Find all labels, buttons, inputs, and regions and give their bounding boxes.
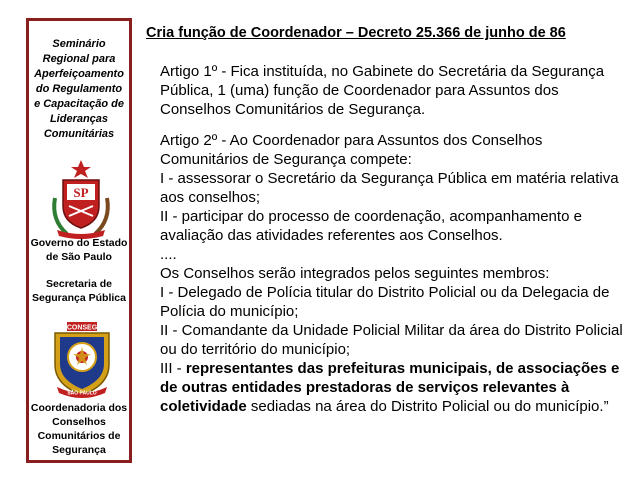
conseg-emblem-icon [49, 321, 115, 399]
coordination-line: Conselhos [52, 416, 106, 428]
decree-body [160, 62, 630, 416]
coordination-label [29, 401, 129, 457]
seminar-title-line: Aperfeiçoamento [34, 68, 124, 80]
member-iii-prefix: III - [160, 360, 186, 377]
seminar-title-line: Seminário [52, 38, 106, 50]
emblem-top-lettering: CONSEG [66, 324, 98, 332]
article-1: Artigo 1º - Fica instituída, no Gabinete do Secretária da Segurança Pública, 1 (uma) função de Coordenador para Assuntos dos Conselhos Comunitários de Segurança. [160, 63, 605, 118]
government-line: de São Paulo [46, 250, 112, 263]
government-label [29, 237, 129, 264]
seminar-title-line: Comunitárias [43, 128, 115, 140]
sidebar-panel [26, 18, 132, 463]
secretariat-line: Secretaria de [46, 278, 112, 290]
member-iii-emphasis: representantes das prefeituras municipais, de associações e de outras entidades prestadoras de serviços relevantes à coletividade [160, 360, 620, 415]
secretariat-label [29, 278, 129, 305]
coordination-line: Coordenadoria dos [30, 402, 128, 414]
seminar-title-line: do Regulamento [35, 83, 123, 95]
seminar-title-line: Regional para [42, 53, 116, 65]
emblem-bottom-lettering: SÃO PAULO [67, 390, 97, 397]
coordination-line: Comunitários de [37, 430, 121, 442]
secretariat-line: Segurança Pública [32, 291, 126, 304]
seminar-title [29, 37, 129, 142]
member-item-ii: II - Comandante da Unidade Policial Militar da área do Distrito Policial ou do território do município; [160, 322, 623, 358]
competence-item-ii: II - participar do processo de coordenação, acompanhamento e avaliação das atividades referentes aos Conselhos. [160, 208, 582, 244]
government-line: Governo do Estado [30, 237, 128, 249]
members-intro: Os Conselhos serão integrados pelos seguintes membros: [160, 265, 550, 282]
seal-lettering: SP [73, 185, 89, 200]
sao-paulo-coat-of-arms-icon [47, 158, 115, 240]
ellipsis: .... [160, 246, 177, 263]
member-item-iii [160, 359, 630, 416]
member-item-i: I - Delegado de Polícia titular do Distrito Policial ou da Delegacia de Polícia do município; [160, 284, 610, 320]
coordination-line: Segurança [52, 444, 106, 456]
article-2-intro: Artigo 2º - Ao Coordenador para Assuntos dos Conselhos Comunitários de Segurança compete: [160, 132, 543, 168]
seminar-title-line: Lideranças [49, 113, 109, 125]
member-iii-suffix: sediadas na área do Distrito Policial ou do município.” [246, 398, 609, 415]
page-title: Cria função de Coordenador – Decreto 25.366 de junho de 86 [146, 25, 566, 41]
seminar-title-line: e Capacitação de [34, 98, 124, 110]
competence-item-i: I - assessorar o Secretário da Segurança Pública em matéria relativa aos conselhos; [160, 170, 619, 206]
